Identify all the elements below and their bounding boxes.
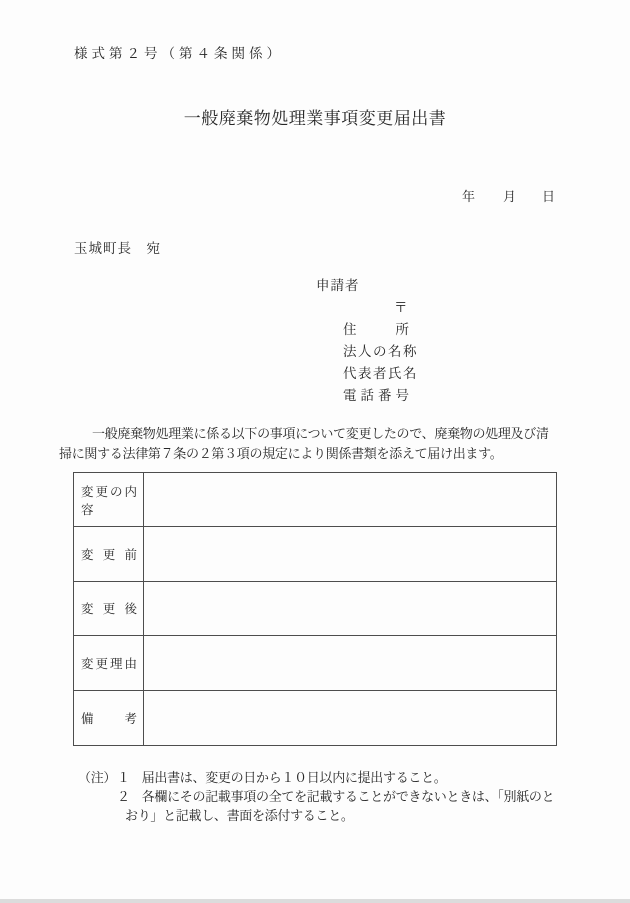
page-bottom-edge (0, 899, 630, 903)
table-value-cell (144, 527, 556, 580)
date-year-label: 年 (462, 190, 476, 205)
note-item-2-line1 (117, 786, 554, 805)
table-row-label: 変更の内容 (81, 483, 137, 517)
table-row-label: 変更前 (81, 547, 137, 563)
table-value-cell (144, 473, 556, 526)
date-line (462, 186, 555, 205)
body-paragraph-line2: 掃に関する法律第７条の２第３項の規定により関係書類を添えて届け出ます。 (59, 446, 503, 462)
table-row-change-reason (74, 636, 556, 690)
page-title: 一般廃棄物処理業事項変更届出書 (183, 109, 447, 129)
table-value-cell (144, 691, 556, 745)
note-2-text-line1: 各欄にその記載事項の全てを記載することができないときは、「別紙のと (141, 790, 555, 805)
table-label-cell (74, 473, 144, 526)
body-paragraph (59, 425, 559, 464)
date-day-label: 日 (542, 190, 556, 205)
postal-mark-symbol: 〒 (394, 300, 408, 316)
corporate-name-label: 法人の名称 (343, 344, 418, 360)
note-1-number: １ (117, 771, 130, 786)
representative-name-label: 代表者氏名 (343, 366, 418, 382)
table-row-before-change (74, 527, 556, 581)
table-row-label: 変更理由 (81, 655, 137, 671)
table-value-cell (144, 636, 556, 689)
note-2-text-line2: おり」と記載し、書面を添付すること。 (125, 809, 354, 824)
change-details-table (73, 472, 557, 746)
table-row-remarks (74, 691, 556, 745)
note-1-text: 届出書は、変更の日から１０日以内に提出すること。 (141, 771, 447, 786)
table-row-after-change (74, 582, 556, 636)
note-item-1 (117, 767, 447, 786)
note-2-number: ２ (117, 790, 130, 805)
body-paragraph-line1: 一般廃棄物処理業に係る以下の事項について変更したので、廃棄物の処理及び清 (92, 427, 549, 442)
addressee: 玉城町長 宛 (74, 241, 161, 257)
table-label-cell (74, 582, 144, 635)
table-row-change-content (74, 473, 556, 527)
table-row-label: 変更後 (81, 601, 137, 617)
table-label-cell (74, 636, 144, 689)
date-month-label: 月 (503, 190, 517, 205)
address-label: 住所 (343, 322, 409, 338)
applicant-heading: 申請者 (316, 278, 360, 294)
table-row-label: 備考 (81, 710, 137, 726)
note-item-2-line2 (125, 805, 354, 824)
table-label-cell (74, 527, 144, 580)
phone-number-label: 電話番号 (343, 388, 413, 404)
table-value-cell (144, 582, 556, 635)
form-code: 様式第２号（第４条関係） (74, 46, 284, 62)
notes-heading: （注） (78, 771, 117, 786)
table-label-cell (74, 691, 144, 745)
